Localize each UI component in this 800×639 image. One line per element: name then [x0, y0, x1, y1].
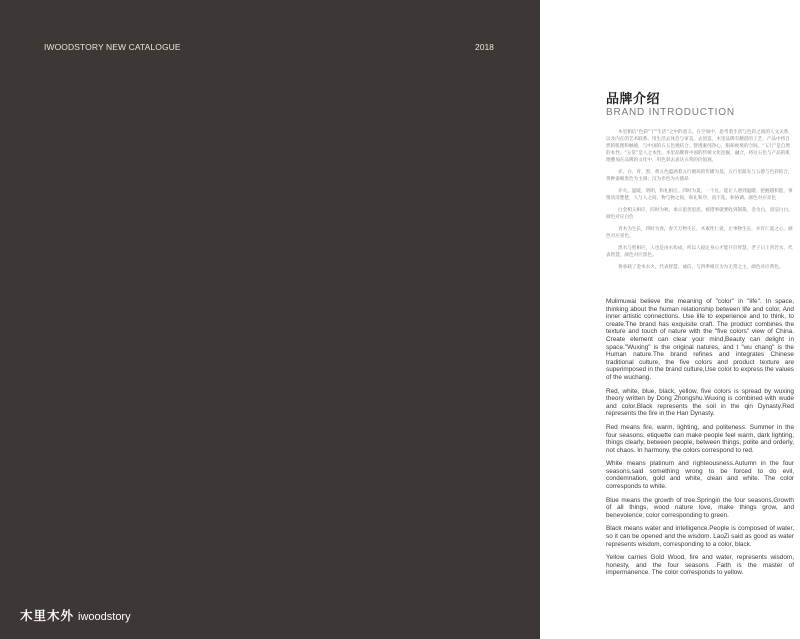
section-subtitle: BRAND INTRODUCTION	[606, 107, 735, 118]
english-paragraph: Yellow carries Gold Wood, fire and water, represents wisdom, honesty, and the four seasons .Faith is the master of impermanence. The color corresponds to yellow.	[606, 554, 794, 577]
english-body	[606, 298, 794, 583]
chinese-paragraph: 赤、白、青、黑、黄五色蕴涵着五行循环的传播为基。五行里最先与五德与色彩结合，黄种秦朝黑色为主调；汉为赤色为火德昂	[606, 170, 793, 182]
english-paragraph: Blue means the growth of tree.Springin the four seasons,Growth of all things, wood nature love, make things grow, and benevolence; color corresponding to green.	[606, 496, 794, 519]
chinese-paragraph: 白金相义相应，四时为秋，承示思善思恶，被错事就要收到制裁，金为白，清洁白白。颜色对应白色	[606, 208, 793, 220]
brand-logo-en: iwoodstory	[78, 611, 131, 623]
section-title: 品牌介绍	[606, 92, 661, 107]
catalogue-year: 2018	[475, 42, 494, 52]
brand-logo-cn: 木里木外	[20, 608, 75, 623]
english-paragraph: Mulimuwai believe the meaning of "color" in "life". In space, thinking about the human relationship between life and color, And inner artistic connections. Use life to experience and to think, to create.The brand has exquisite craft. The product combines the texture and touch of nature with the "five colors" view of China. Create element can clear your mind,Beauty can delight in space."Wuxing" is the original natures, and t "wu chang" is the Human nature.The brand refines and integrates Chinese traditional culture, the five colors and product texture are superimposed in the brand culture,Use color to express the values of the wuchang.	[606, 298, 794, 381]
english-paragraph: White means platinum and righteousness.Autumn in the four seasons,said something wrong to be forced to do evil, condemnation, gold and white, clean and white. The color corresponds to white.	[606, 460, 794, 491]
brand-logo	[20, 606, 131, 624]
english-paragraph: Black means water and intelligence.People is composed of water, so it can be opened and the wisdom. LaoZi said as good as water represents wisdom, corresponding to a color, black.	[606, 525, 794, 548]
chinese-paragraph: 青木为生长，四时为春，春天万物生长，木素性仁爱，让事物生长，并有仁爱之心，颜色对应青色。	[606, 227, 793, 239]
chinese-paragraph: 黑水与智相应，人也是由水构成，所以人稳定身心才能开启智慧，老子曰上善若水，代表智慧，颜色对应黑色。	[606, 246, 793, 258]
english-paragraph: Red means fire, warm, lighting, and politeness. Summer in the four seasons, etiquette can make people feel warm, dark lighting, things clearly, between people, between things, polite and orderly, not chaos. In harmony, the colors correspond to red.	[606, 423, 794, 454]
chinese-paragraph: 黄承载了金木水火，代表智慧、诚信，与四季相应为为无常之主，颜色对应黄色。	[618, 265, 784, 270]
chinese-paragraph: 木里相信“色彩”于“生活”之中的意义。在空间中，思考着生活与色彩之间的人文关系，以及内在的艺术联系。用生活去体会与审美，去创造。木里品牌有精湛的工艺，产品中将自然的肌理和触感，与中国的五五色观结合。赞透素纯净心，眼却视境的空间。“五行”是自然的本性。“五常”是人之本性。木里品牌将中国的传统文化挖掘，融合，将这五色与产品的肌理叠加在品牌的文化中，用色彩去表达五常的价值观。	[606, 130, 793, 163]
chinese-body	[606, 129, 794, 276]
catalogue-title: IWOODSTORY NEW CATALOGUE	[44, 42, 181, 52]
english-paragraph: Red, white, blue, black, yellow, five colors is spread by wuxing theory written by Dong Zhongshu.Wuxing is combined with wude and color.Black represents the soil in the qin Dynasty.Red represents the fire in the Han Dynasty.	[606, 387, 794, 418]
chinese-paragraph: 赤火，温暖，明朗，和礼相应。四时为夏，一个礼，能让人感到温暖，把握越积能，事情清清楚楚，人与人之间，物与物之间，和礼和序，而不乱，和协调。颜色对应赤色	[606, 189, 793, 201]
